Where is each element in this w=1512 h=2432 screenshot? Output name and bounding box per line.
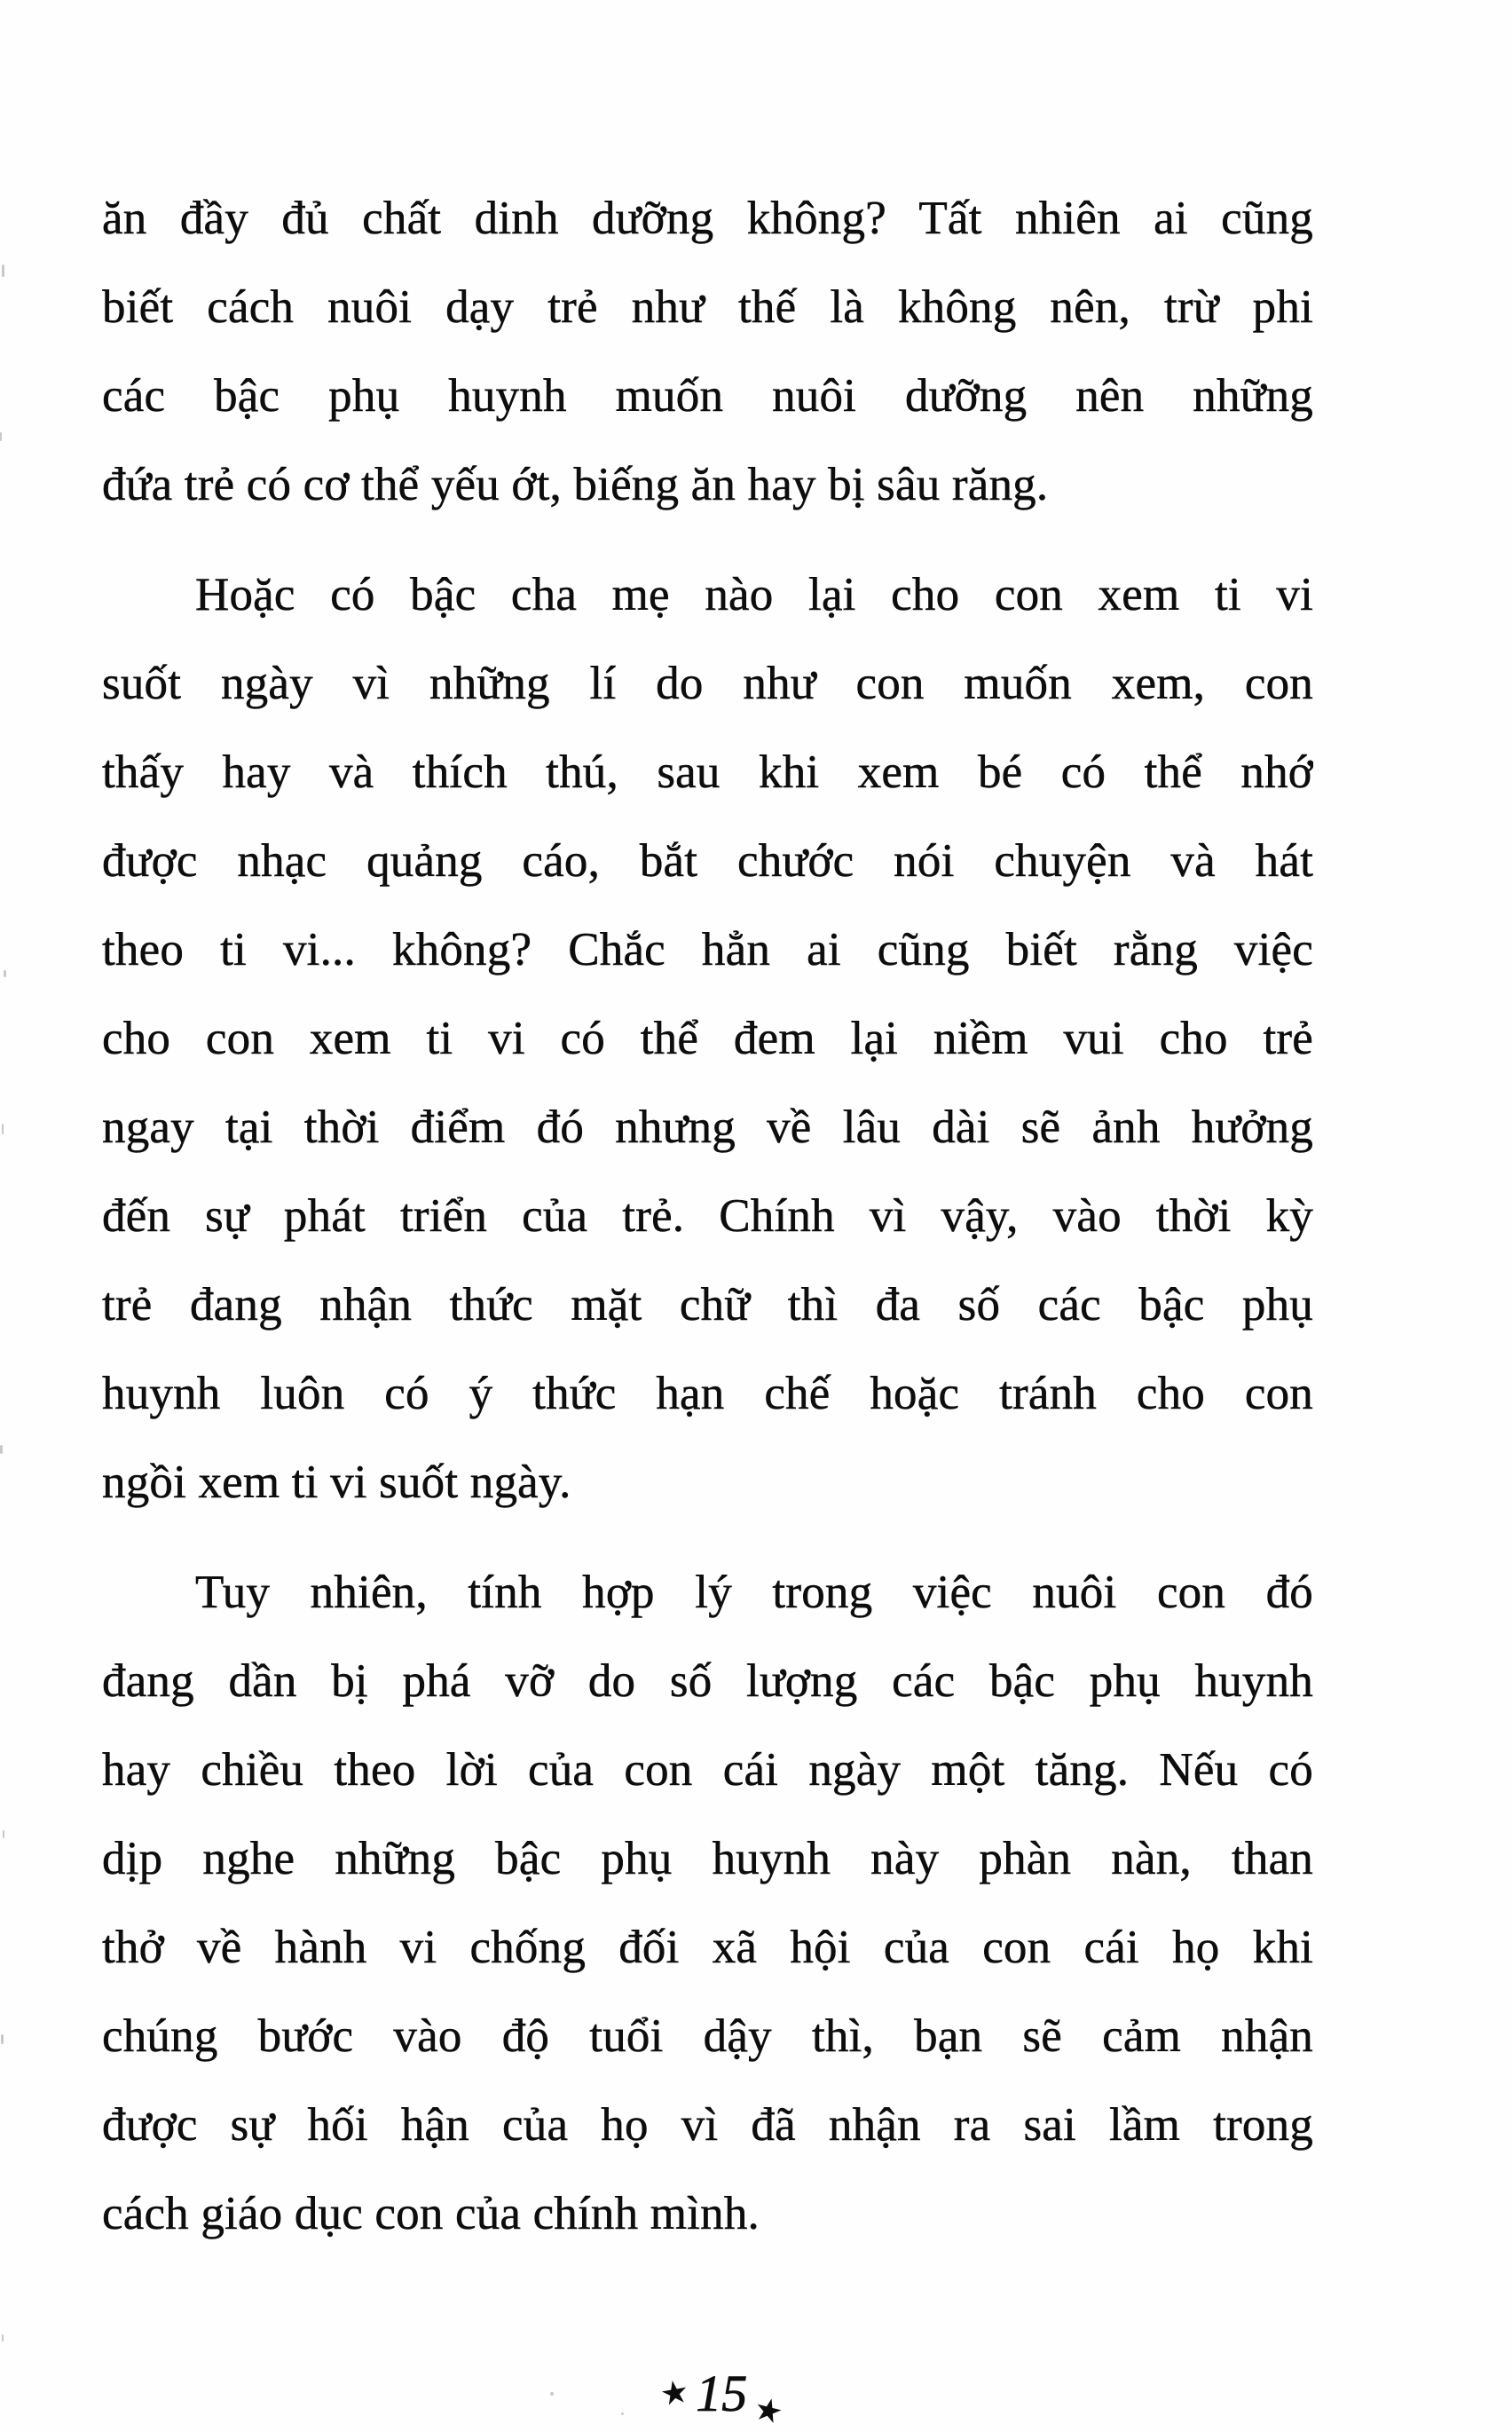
star-icon: ★ [657, 2373, 692, 2413]
scan-speck [2, 265, 4, 277]
text-line: cho con xem ti vi có thể đem lại niềm vui cho trẻ [102, 1013, 1313, 1064]
body-text [102, 174, 1313, 2258]
text-line: đứa trẻ có cơ thể yếu ớt, biếng ăn hay bị sâu răng. [102, 459, 1049, 510]
text-line: suốt ngày vì những lí do như con muốn xem, con [102, 658, 1313, 709]
text-line: theo ti vi... không? Chắc hẳn ai cũng biết rằng việc [102, 924, 1313, 975]
scan-speck [2, 1124, 4, 1134]
star-icon: ★ [750, 2389, 787, 2432]
text-line: thấy hay và thích thú, sau khi xem bé có thể nhớ [102, 746, 1313, 798]
text-line: cách giáo dục con của chính mình. [102, 2188, 760, 2239]
scan-speck [550, 2392, 554, 2396]
scan-speck [621, 2412, 624, 2415]
text-line: Hoặc có bậc cha mẹ nào lại cho con xem ti vi [195, 569, 1313, 620]
paragraph [102, 174, 1313, 529]
paragraph [102, 550, 1313, 1527]
scan-speck [0, 432, 2, 441]
text-line: biết cách nuôi dạy trẻ như thế là không nên, trừ phi [102, 281, 1313, 333]
text-line: trẻ đang nhận thức mặt chữ thì đa số các bậc phụ [102, 1279, 1313, 1330]
scan-speck [3, 1830, 4, 1838]
text-line: ngồi xem ti vi suốt ngày. [102, 1457, 571, 1508]
text-line: được sự hối hận của họ vì đã nhận ra sai lầm trong [102, 2099, 1313, 2151]
text-line: Tuy nhiên, tính hợp lý trong việc nuôi con đó [195, 1567, 1313, 1618]
page-footer [657, 2365, 787, 2432]
text-line: các bậc phụ huynh muốn nuôi dưỡng nên những [102, 370, 1313, 422]
text-line: ăn đầy đủ chất dinh dưỡng không? Tất nhiên ai cũng [102, 193, 1313, 244]
scan-speck [1, 2034, 4, 2044]
page-number: 15 [696, 2365, 748, 2422]
text-line: thở về hành vi chống đối xã hội của con cái họ khi [102, 1922, 1313, 1973]
text-line: huynh luôn có ý thức hạn chế hoặc tránh cho con [102, 1368, 1313, 1419]
text-line: dịp nghe những bậc phụ huynh này phàn nàn, than [102, 1833, 1313, 1884]
text-line: ngay tại thời điểm đó nhưng về lâu dài sẽ ảnh hưởng [102, 1102, 1313, 1153]
scan-speck [2, 2334, 4, 2341]
text-line: chúng bước vào độ tuổi dậy thì, bạn sẽ cảm nhận [102, 2010, 1313, 2062]
text-line: đang dần bị phá vỡ do số lượng các bậc phụ huynh [102, 1655, 1313, 1707]
scan-speck [0, 1445, 3, 1454]
text-line: được nhạc quảng cáo, bắt chước nói chuyện và hát [102, 835, 1313, 887]
text-line: đến sự phát triển của trẻ. Chính vì vậy, vào thời kỳ [102, 1190, 1313, 1242]
text-line: hay chiều theo lời của con cái ngày một tăng. Nếu có [102, 1744, 1313, 1796]
paragraph [102, 1548, 1313, 2258]
scan-speck [4, 970, 6, 977]
